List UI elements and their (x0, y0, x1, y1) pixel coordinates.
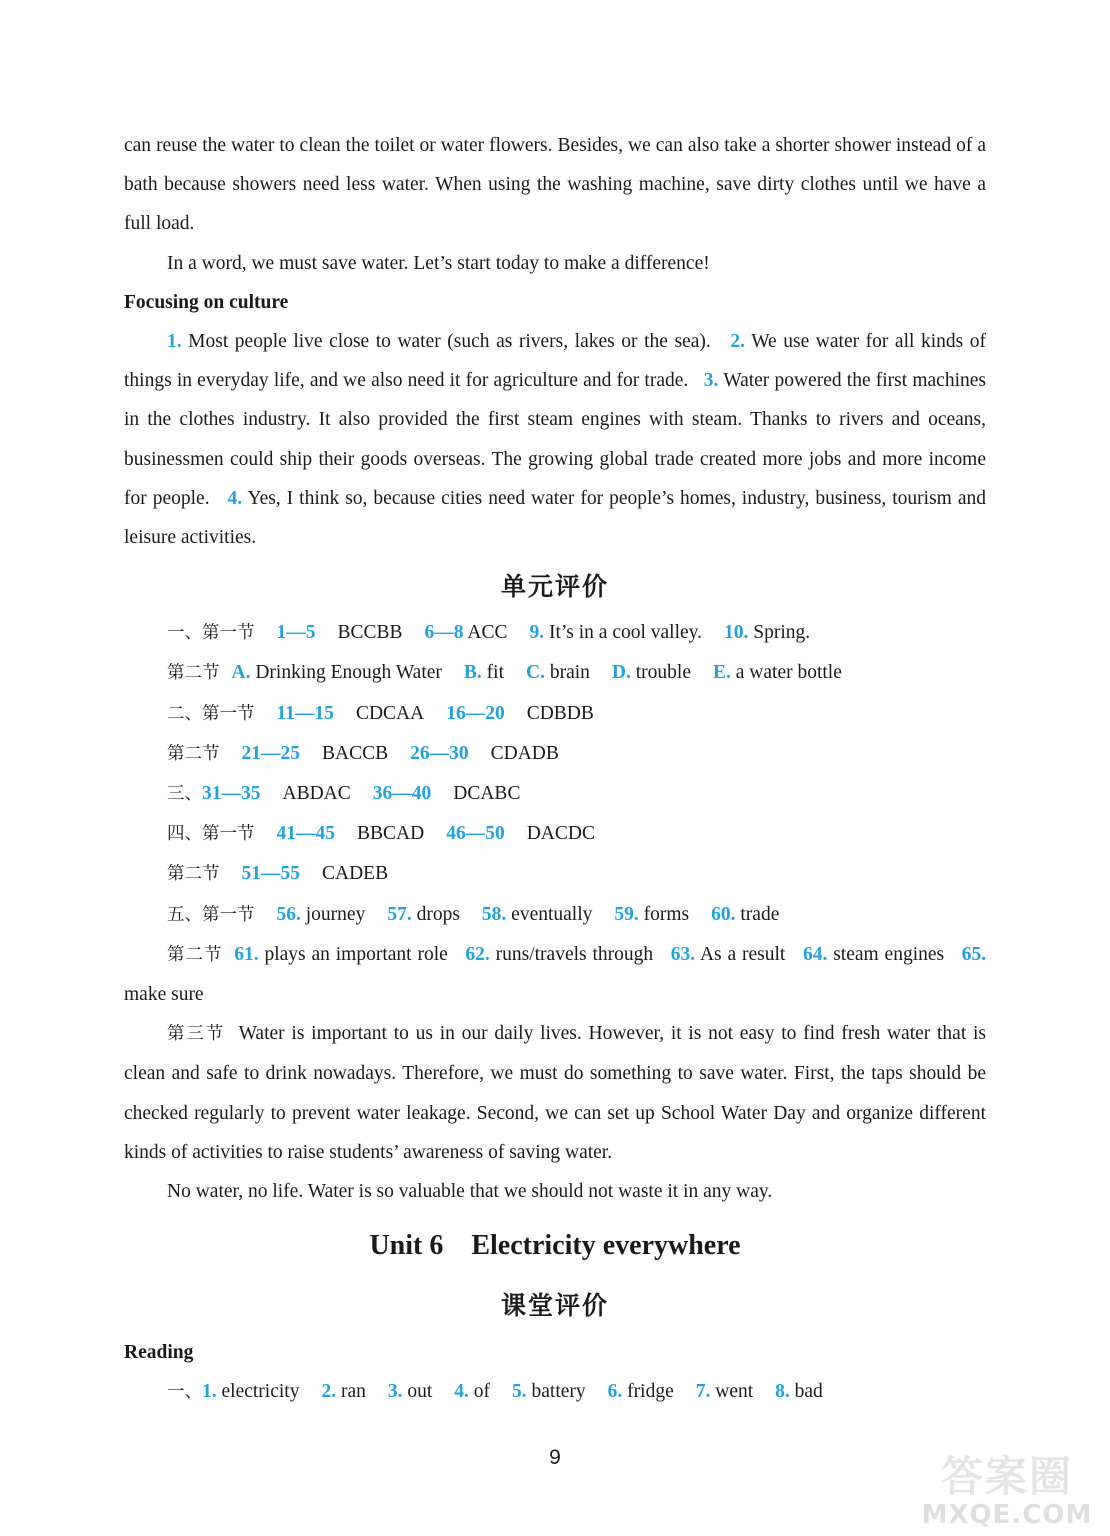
answer-key: BCCBB (337, 622, 403, 644)
answer-text: runs/travels through (495, 943, 654, 965)
answer-text: trouble (635, 662, 691, 684)
question-letter: B. (463, 662, 482, 684)
answer-row (124, 895, 986, 935)
question-letter: D. (611, 662, 631, 684)
answer-text: a water bottle (735, 662, 842, 684)
answer-number: 4. (227, 487, 243, 509)
section-label: 五、第一节 (167, 904, 255, 925)
answer-key: ACC (467, 622, 508, 644)
question-number: 58. (481, 903, 507, 925)
question-number: 4. (454, 1381, 469, 1403)
unit-title: Unit 6 Electricity everywhere (369, 1230, 741, 1262)
answer-key: BACCB (322, 742, 389, 764)
answer-row (124, 653, 986, 693)
question-range: 31—35 (202, 783, 261, 805)
answer-text: went (715, 1381, 754, 1403)
question-number: 63. (670, 943, 696, 965)
question-number: 5. (512, 1381, 527, 1403)
question-letter: C. (526, 662, 545, 684)
answer-text: fit (486, 662, 504, 684)
answer-text: electricity (221, 1381, 300, 1403)
question-number: 9. (529, 622, 545, 644)
section-label: 第二节 (167, 743, 220, 764)
answer-text: bad (794, 1381, 823, 1403)
intro-paragraph: can reuse the water to clean the toilet or water flowers. Besides, we can also take a shorter shower instead of a bath because showers need less water. When using the washing machine, save dirty clothes until we have a full load. (124, 135, 986, 235)
question-letter: A. (231, 662, 251, 684)
answer-text: brain (549, 662, 590, 684)
answer-text: forms (643, 903, 690, 925)
answer-text: Spring. (753, 622, 811, 644)
question-range: 1—5 (276, 622, 316, 644)
question-range: 36—40 (372, 783, 432, 805)
answer-text: eventually (511, 903, 593, 925)
section-label: 第二节 (167, 944, 223, 965)
question-number: 65. (961, 943, 987, 965)
answer-row (124, 734, 986, 774)
answer-text: Most people live close to water (such as rivers, lakes or the sea). (188, 331, 711, 353)
question-number: 61. (234, 943, 259, 965)
writing-text: Water is important to us in our daily lives. However, it is not easy to find fresh water that is clean and safe to drink nowadays. Therefore, we must do something to save water. First, the taps should be checked regularly to prevent water leakage. Second, we can set up School Water Day and organize different kinds of activities to raise students’ awareness of saving water. (124, 1023, 987, 1163)
answer-number: 2. (730, 331, 745, 353)
section-label: 第二节 (167, 864, 220, 885)
question-range: 11—15 (276, 702, 334, 724)
answer-row (124, 694, 986, 734)
question-number: 59. (614, 903, 639, 925)
answer-key: ABDAC (282, 783, 351, 805)
culture-heading: Focusing on culture (124, 291, 289, 313)
question-range: 6—8 (424, 622, 464, 644)
question-number: 3. (387, 1381, 403, 1403)
question-range: 16—20 (446, 702, 505, 724)
question-number: 10. (724, 622, 749, 644)
question-number: 2. (321, 1381, 337, 1403)
question-number: 8. (775, 1381, 790, 1403)
answer-key: CDCAA (355, 702, 425, 724)
answer-key: DCABC (453, 783, 521, 805)
answer-text: out (407, 1381, 433, 1403)
answer-text: Yes, I think so, because cities need water for people’s homes, industry, business, tourism and leisure activities. (124, 487, 986, 549)
answer-text: Drinking Enough Water (255, 662, 442, 684)
question-number: 62. (465, 943, 490, 965)
question-number: 1. (202, 1381, 217, 1403)
answer-key: CDADB (490, 742, 559, 764)
section-label: 三、 (167, 784, 202, 805)
class-evaluation-title: 课堂评价 (500, 1291, 609, 1321)
question-range: 51—55 (241, 863, 300, 885)
conclusion-paragraph: In a word, we must save water. Let’s start today to make a difference! (167, 252, 710, 274)
answer-key: BBCAD (357, 823, 425, 845)
section-label: 第二节 (167, 663, 220, 684)
question-number: 7. (695, 1381, 711, 1403)
question-range: 41—45 (276, 823, 335, 845)
reading-heading: Reading (124, 1342, 194, 1364)
writing-closing: No water, no life. Water is so valuable that we should not waste it in any way. (167, 1181, 773, 1203)
page-number: 9 (549, 1446, 561, 1469)
answer-row (124, 854, 986, 894)
question-range: 21—25 (241, 742, 300, 764)
question-number: 60. (711, 903, 736, 925)
answer-text: drops (416, 903, 460, 925)
answer-row (124, 774, 986, 814)
answer-text: fridge (627, 1381, 674, 1403)
answer-key: CADEB (322, 863, 389, 885)
answer-row (124, 814, 986, 854)
answer-text: As a result (699, 943, 786, 965)
answer-row (124, 1372, 986, 1412)
question-number: 6. (607, 1381, 623, 1403)
answer-row (124, 613, 986, 653)
page-content (124, 126, 986, 1413)
unit-evaluation-title: 单元评价 (500, 572, 609, 602)
answer-text: battery (531, 1381, 586, 1403)
section-label: 一、 (167, 1382, 202, 1403)
answer-text: plays an important role (264, 943, 448, 965)
section-label: 四、第一节 (167, 824, 255, 845)
answer-text: trade (740, 903, 780, 925)
answer-number: 1. (167, 331, 182, 353)
answer-text: We use water for all kinds of things in everyday life, and we also need it for agriculture and for trade. (124, 331, 987, 392)
answer-text: ran (340, 1381, 366, 1403)
question-number: 57. (387, 903, 412, 925)
watermark-logo (918, 1450, 1096, 1530)
question-range: 46—50 (446, 823, 505, 845)
culture-answers (124, 322, 986, 557)
question-number: 64. (802, 943, 828, 965)
question-number: 56. (276, 903, 301, 925)
answer-number: 3. (703, 370, 719, 392)
question-letter: E. (713, 662, 731, 684)
section-label: 一、第一节 (167, 623, 255, 644)
answer-key: DACDC (526, 823, 595, 845)
watermark-url: MXQE.COM (921, 1500, 1093, 1530)
answer-text: Water powered the first machines in the clothes industry. It also provided the first steam engines with steam. Thanks to rivers and oceans, businessmen could ship their goods overseas. The growing global trade created more jobs and more income for people. (124, 370, 986, 509)
answer-text: journey (305, 903, 366, 925)
answer-text: steam engines (833, 943, 945, 965)
section-label: 二、第一节 (167, 703, 255, 724)
writing-paragraph (124, 1014, 986, 1172)
answer-row (124, 935, 986, 1014)
answer-text: It’s in a cool valley. (548, 622, 703, 644)
section-label: 第三节 (167, 1024, 226, 1045)
answer-text: of (473, 1381, 491, 1403)
answer-text: make sure (124, 984, 204, 1006)
answer-key: CDBDB (526, 702, 594, 724)
question-range: 26—30 (410, 742, 469, 764)
watermark-text: 答案圈 (940, 1452, 1073, 1501)
